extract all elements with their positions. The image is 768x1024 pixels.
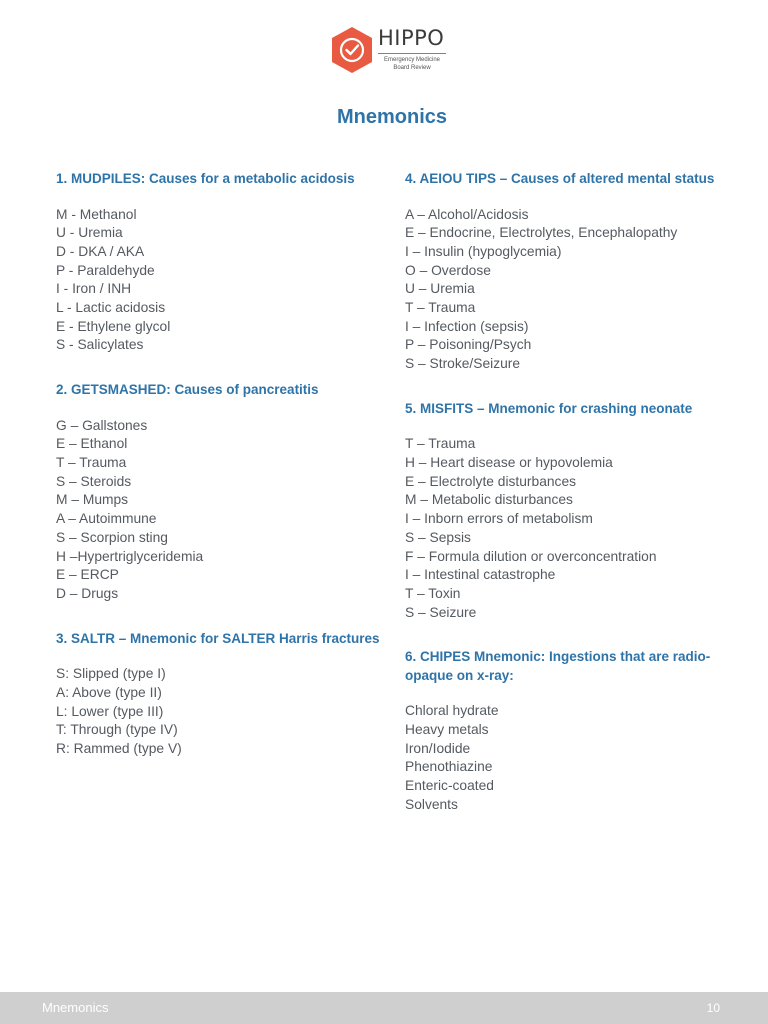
list-item: S – Sepsis xyxy=(405,529,471,545)
list-item: I – Infection (sepsis) xyxy=(405,318,529,334)
list-item: L - Lactic acidosis xyxy=(56,300,166,316)
section-heading: 3. SALTR – Mnemonic for SALTER Harris fractures xyxy=(56,630,380,646)
list-item: H – Heart disease or hypovolemia xyxy=(405,455,613,471)
list-item: T – Trauma xyxy=(56,455,127,471)
list-item: F – Formula dilution or overconcentration xyxy=(405,548,657,564)
list-item: M - Methanol xyxy=(56,206,137,222)
brand-divider xyxy=(378,53,446,54)
right-column xyxy=(405,170,735,841)
section-heading: 5. MISFITS – Mnemonic for crashing neonate xyxy=(405,400,693,416)
mnemonic-section xyxy=(405,648,735,814)
list-item: I - Iron / INH xyxy=(56,281,132,297)
list-item: T – Toxin xyxy=(405,585,461,601)
list-item: Iron/Iodide xyxy=(405,740,471,756)
list-item: S: Slipped (type I) xyxy=(56,666,166,682)
list-item: U – Uremia xyxy=(405,281,475,297)
brand-subtitle xyxy=(378,56,446,72)
list-item: U - Uremia xyxy=(56,225,123,241)
mnemonic-section xyxy=(405,400,735,623)
list-item: O – Overdose xyxy=(405,262,491,278)
list-item: P – Poisoning/Psych xyxy=(405,337,532,353)
list-item: T – Trauma xyxy=(405,436,476,452)
list-item: M – Metabolic disturbances xyxy=(405,492,573,508)
mnemonic-section xyxy=(56,630,396,759)
list-item: Phenothiazine xyxy=(405,759,493,775)
check-hexagon-icon xyxy=(330,26,374,74)
list-item: Heavy metals xyxy=(405,722,489,738)
brand-logo xyxy=(330,26,480,74)
section-heading: 1. MUDPILES: Causes for a metabolic acidosis xyxy=(56,171,355,186)
list-item: Solvents xyxy=(405,796,458,812)
mnemonic-section xyxy=(56,381,396,604)
list-item: S – Steroids xyxy=(56,473,132,489)
page-number: 10 xyxy=(706,1001,720,1015)
list-item: D - DKA / AKA xyxy=(56,243,145,259)
mnemonic-section xyxy=(405,170,735,374)
mnemonic-section xyxy=(56,170,396,355)
list-item: S – Seizure xyxy=(405,604,477,620)
brand-name: HIPPO xyxy=(378,26,445,50)
list-item: S - Salicylates xyxy=(56,337,144,353)
section-heading: 4. AEIOU TIPS – Causes of altered mental status xyxy=(405,171,715,186)
list-item: P - Paraldehyde xyxy=(56,262,155,278)
list-item: I – Intestinal catastrophe xyxy=(405,567,556,583)
page-title: Mnemonics xyxy=(336,106,448,128)
brand-subtitle-line1: Emergency Medicine xyxy=(383,57,441,63)
list-item: E – Endocrine, Electrolytes, Encephalopathy xyxy=(405,225,678,241)
section-heading: 6. CHIPES Mnemonic: Ingestions that are radio-opaque on x-ray: xyxy=(405,649,711,683)
list-item: Chloral hydrate xyxy=(405,703,499,719)
list-item: S – Scorpion sting xyxy=(56,529,168,545)
list-item: T: Through (type IV) xyxy=(56,722,178,738)
left-column xyxy=(56,170,396,785)
footer-title: Mnemonics xyxy=(42,1000,109,1015)
list-item: D – Drugs xyxy=(56,585,119,601)
list-item: E - Ethylene glycol xyxy=(56,318,171,334)
list-item: H –Hypertriglyceridemia xyxy=(56,548,204,564)
list-item: E – Ethanol xyxy=(56,436,128,452)
list-item: A: Above (type II) xyxy=(56,684,162,700)
list-item: E – Electrolyte disturbances xyxy=(405,473,577,489)
list-item: Enteric-coated xyxy=(405,778,494,794)
list-item: M – Mumps xyxy=(56,492,129,508)
section-heading: 2. GETSMASHED: Causes of pancreatitis xyxy=(56,382,319,398)
list-item: E – ERCP xyxy=(56,567,119,583)
list-item: I – Insulin (hypoglycemia) xyxy=(405,243,562,259)
list-item: A – Autoimmune xyxy=(56,511,157,527)
list-item: L: Lower (type III) xyxy=(56,703,164,719)
page-footer xyxy=(0,992,768,1024)
list-item: G – Gallstones xyxy=(56,417,148,433)
list-item: R: Rammed (type V) xyxy=(56,740,182,756)
brand-subtitle-line2: Board Review xyxy=(393,65,431,71)
list-item: T – Trauma xyxy=(405,300,476,316)
list-item: S – Stroke/Seizure xyxy=(405,356,521,372)
list-item: I – Inborn errors of metabolism xyxy=(405,511,593,527)
list-item: A – Alcohol/Acidosis xyxy=(405,206,529,222)
